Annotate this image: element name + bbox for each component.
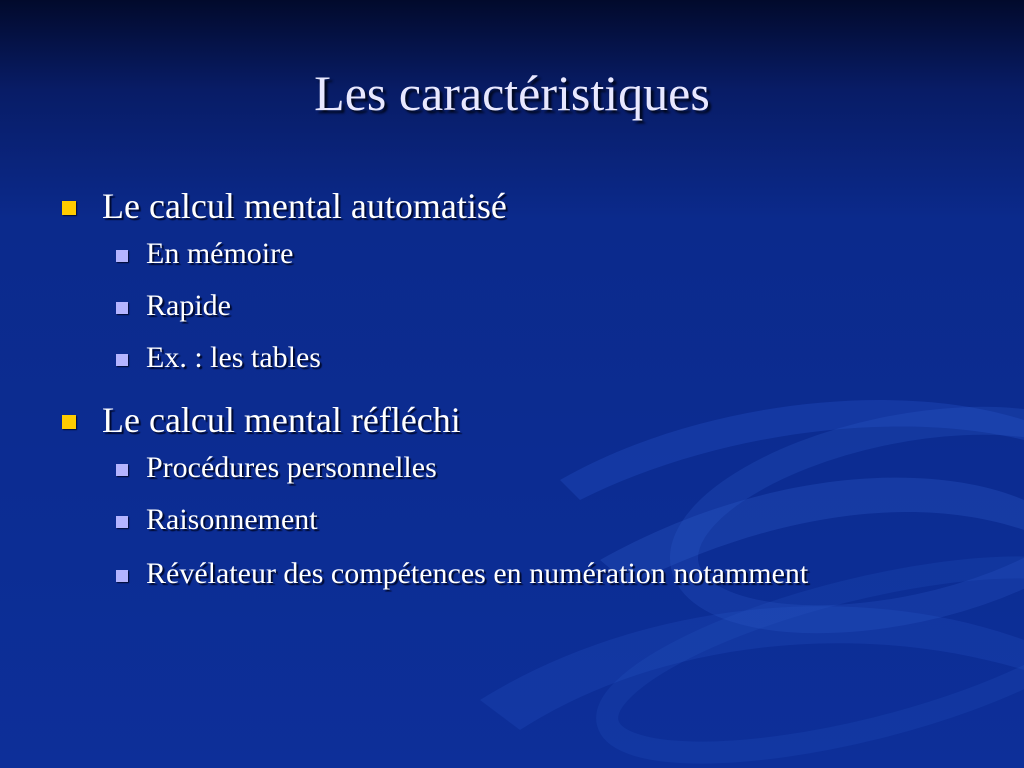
list-item (116, 552, 906, 596)
list-item (116, 234, 962, 274)
section-heading-automatise (62, 182, 962, 230)
list-item-text: Raisonnement (146, 503, 318, 536)
list-item-text: Révélateur des compétences en numération notamment (146, 557, 809, 590)
list-item-text: En mémoire (146, 237, 294, 270)
square-bullet-icon (62, 201, 76, 215)
list-item-text: Procédures personnelles (146, 451, 437, 484)
list-item (116, 286, 962, 326)
list-item (116, 448, 962, 488)
square-bullet-icon (116, 464, 128, 476)
slide-title: Les caractéristiques (314, 65, 710, 121)
square-bullet-icon (116, 354, 128, 366)
square-bullet-icon (116, 250, 128, 262)
square-bullet-icon (116, 516, 128, 528)
square-bullet-icon (116, 570, 128, 582)
list-item (116, 338, 962, 378)
section-heading-text: Le calcul mental automatisé (102, 186, 507, 226)
bullet-list (62, 182, 962, 608)
square-bullet-icon (116, 302, 128, 314)
section-heading-text: Le calcul mental réfléchi (102, 400, 461, 440)
list-item-text: Ex. : les tables (146, 341, 321, 374)
list-item (116, 500, 962, 540)
square-bullet-icon (62, 415, 76, 429)
section-heading-reflechi (62, 396, 962, 444)
list-item-text: Rapide (146, 289, 231, 322)
